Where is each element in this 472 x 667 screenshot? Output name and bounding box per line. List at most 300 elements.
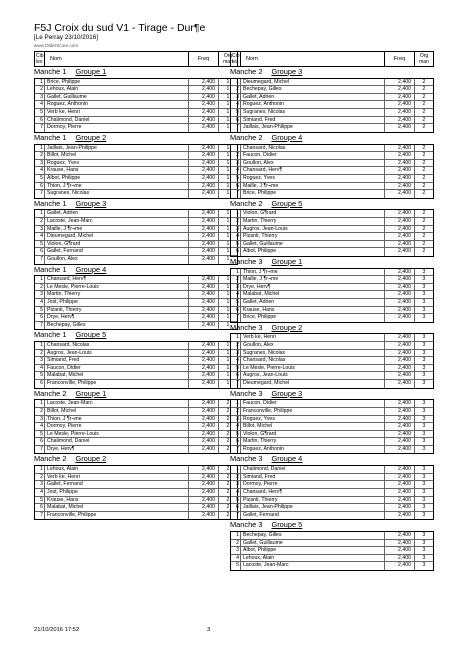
- group-table: [34, 144, 238, 199]
- manche-label: Manche 3: [230, 520, 263, 530]
- row-number: 5: [35, 175, 45, 182]
- manche-number: 2: [422, 182, 426, 189]
- row-number: 1: [231, 334, 241, 341]
- table-row: [231, 109, 433, 117]
- groupe-label: Groupe 2: [75, 132, 107, 142]
- manche-heading: [230, 199, 434, 210]
- manche-heading: [230, 520, 434, 531]
- row-number: 5: [231, 109, 241, 116]
- manche-number: 2: [422, 225, 426, 232]
- pilot-name: Verb ke, Henri: [241, 334, 385, 341]
- pilot-name: Augros, Jean-Louis: [241, 226, 385, 233]
- pilot-name: Krause, Hans: [45, 497, 189, 504]
- manche-number: 1: [226, 210, 230, 217]
- header-num: Cib les: [232, 53, 240, 65]
- pilot-name: Le Mesle, Pierre-Louis: [45, 431, 189, 438]
- pilot-name: Gallet, Adrien: [45, 210, 189, 217]
- row-number: 3: [231, 547, 241, 554]
- frequency: 2,400: [385, 86, 415, 93]
- table-row: [35, 504, 237, 512]
- pilot-name: Lehoux, Alain: [45, 86, 189, 93]
- row-number: 5: [231, 241, 241, 248]
- pilot-name: Drye, Herv¶: [241, 284, 385, 291]
- table-row: [35, 226, 237, 234]
- manche-label: Manche 3: [230, 322, 263, 332]
- group-table: [34, 341, 238, 389]
- pilot-name: Jaillais, Jean-Philippe: [45, 145, 189, 152]
- row-number: 2: [231, 152, 241, 159]
- frequency: 2,400: [385, 79, 415, 86]
- manche-number: 1: [226, 248, 230, 255]
- groupe-label: Groupe 3: [75, 198, 107, 208]
- pilot-name: Dieumegard, Michel: [241, 79, 385, 86]
- manche-heading: [34, 199, 238, 210]
- manche-label: Manche 3: [230, 454, 263, 464]
- manche-heading: [34, 133, 238, 144]
- table-row: [231, 423, 433, 431]
- manche-heading: [34, 454, 238, 465]
- header-freq: Freq: [385, 52, 415, 66]
- row-number: 1: [231, 210, 241, 217]
- row-number: 6: [35, 117, 45, 124]
- frequency: 2,400: [189, 226, 219, 233]
- pilot-name: Sugranes, Nicolas: [45, 190, 189, 198]
- table-row: [231, 365, 433, 373]
- frequency: 2,400: [189, 400, 219, 407]
- row-number: 5: [35, 372, 45, 379]
- table-row: [35, 175, 237, 183]
- manche-number: 3: [422, 430, 426, 437]
- row-number: 2: [35, 350, 45, 357]
- pilot-name: Pizanti, Thierry: [241, 233, 385, 240]
- pilot-name: Chalimond, Daniel: [45, 117, 189, 124]
- frequency: 2,400: [385, 241, 415, 248]
- manche-number: 1: [226, 109, 230, 116]
- table-row: [231, 342, 433, 350]
- table-row: [35, 408, 237, 416]
- frequency: 2,400: [385, 175, 415, 182]
- row-number: 1: [231, 145, 241, 152]
- table-row: [231, 276, 433, 284]
- table-row: [231, 299, 433, 307]
- manche-number: 3: [422, 562, 426, 569]
- pilot-name: Chalimond, Daniel: [241, 466, 385, 473]
- manche-number: 3: [422, 481, 426, 488]
- manche-number: 2: [226, 415, 230, 422]
- manche-label: Manche 1: [34, 264, 67, 274]
- frequency: 2,400: [385, 423, 415, 430]
- table-row: [35, 446, 237, 454]
- frequency: 2,400: [189, 109, 219, 116]
- pilot-name: Malabat, Michel: [45, 372, 189, 379]
- pilot-name: Martin, Thierry: [45, 291, 189, 298]
- manche-number: 3: [422, 268, 426, 275]
- row-number: 1: [35, 276, 45, 283]
- table-row: [35, 86, 237, 94]
- manche-number: 3: [422, 283, 426, 290]
- frequency: 2,400: [385, 380, 415, 388]
- manche-number: 2: [422, 152, 426, 159]
- table-row: [35, 481, 237, 489]
- row-number: 1: [231, 400, 241, 407]
- row-number: 4: [35, 489, 45, 496]
- group-table: [34, 465, 238, 520]
- manche-number: 2: [226, 504, 230, 511]
- frequency: 2,400: [189, 248, 219, 255]
- manche-number: 3: [422, 334, 426, 341]
- row-number: 3: [231, 284, 241, 291]
- right-column: [230, 51, 434, 571]
- table-row: [35, 322, 237, 330]
- table-row: [35, 117, 237, 125]
- manche-number: 2: [226, 481, 230, 488]
- row-number: 5: [35, 307, 45, 314]
- frequency: 2,400: [189, 446, 219, 454]
- manche-label: Manche 2: [230, 67, 263, 76]
- manche-number: 1: [226, 144, 230, 151]
- table-row: [231, 547, 433, 555]
- groupe-label: Groupe 2: [75, 454, 107, 464]
- frequency: 2,400: [385, 94, 415, 101]
- groupe-label: Groupe 4: [271, 454, 303, 464]
- row-number: 7: [35, 256, 45, 264]
- table-row: [231, 357, 433, 365]
- row-number: 2: [231, 540, 241, 547]
- frequency: 2,400: [189, 291, 219, 298]
- row-number: 2: [35, 284, 45, 291]
- column-header: [230, 51, 434, 67]
- frequency: 2,400: [385, 299, 415, 306]
- table-row: [231, 233, 433, 241]
- manche-number: 1: [226, 240, 230, 247]
- row-number: 5: [35, 497, 45, 504]
- manche-number: 1: [226, 291, 230, 298]
- manche-number: 3: [422, 496, 426, 503]
- manche-number: 1: [226, 380, 230, 387]
- manche-number: 2: [422, 144, 426, 151]
- pilot-name: Thion, J ¶r¬me: [241, 269, 385, 276]
- frequency: 2,400: [189, 124, 219, 132]
- frequency: 2,400: [385, 481, 415, 488]
- manche-number: 3: [422, 357, 426, 364]
- table-row: [35, 342, 237, 350]
- pilot-name: Maille, J ¶r¬me: [45, 226, 189, 233]
- table-row: [35, 256, 237, 264]
- manche-number: 2: [422, 167, 426, 174]
- pilot-name: Roguez, Anthonin: [241, 101, 385, 108]
- table-row: [231, 489, 433, 497]
- manche-number: 3: [422, 372, 426, 379]
- manche-number: 1: [226, 299, 230, 305]
- pilot-name: Faucon, Didier: [45, 365, 189, 372]
- manche-number: 2: [226, 488, 230, 495]
- row-number: 6: [35, 183, 45, 190]
- table-row: [231, 504, 433, 512]
- row-number: 7: [35, 446, 45, 454]
- manche-heading: [34, 265, 238, 276]
- table-row: [35, 276, 237, 284]
- frequency: 2,400: [385, 101, 415, 108]
- frequency: 2,400: [189, 218, 219, 225]
- manche-number: 1: [226, 314, 230, 321]
- table-row: [35, 291, 237, 299]
- manche-heading: [34, 67, 238, 78]
- manche-number: 3: [422, 380, 426, 387]
- row-number: 6: [35, 380, 45, 388]
- frequency: 2,400: [385, 555, 415, 562]
- manche-number: 3: [422, 488, 426, 495]
- manche-number: 2: [422, 116, 426, 123]
- page-number: 3: [207, 627, 211, 633]
- header-name: Nom: [45, 52, 189, 66]
- manche-number: 3: [422, 511, 426, 518]
- manche-heading: [230, 389, 434, 400]
- row-number: 3: [35, 291, 45, 298]
- table-row: [35, 160, 237, 168]
- table-row: [231, 540, 433, 548]
- pilot-name: Pizanti, Thierry: [45, 307, 189, 314]
- frequency: 2,400: [189, 380, 219, 388]
- manche-number: 3: [422, 423, 426, 430]
- row-number: 3: [35, 357, 45, 364]
- manche-number: 3: [422, 342, 426, 349]
- table-row: [35, 241, 237, 249]
- manche-number: 2: [422, 124, 426, 131]
- row-number: 5: [231, 299, 241, 306]
- manche-number: 1: [226, 357, 230, 364]
- pilot-name: Chansard, Herv¶: [241, 167, 385, 174]
- frequency: 2,400: [189, 431, 219, 438]
- pilot-name: Franconville, Philippe: [45, 380, 189, 388]
- table-row: [231, 307, 433, 315]
- table-row: [231, 438, 433, 446]
- manche-number: 2: [422, 190, 426, 197]
- pilot-name: Bechepay, Gilles: [241, 532, 385, 539]
- table-row: [231, 175, 433, 183]
- manche-number: 1: [226, 255, 230, 262]
- row-number: 1: [231, 466, 241, 473]
- pilot-name: Violon, G¶rard: [241, 431, 385, 438]
- manche-number: 1: [226, 283, 230, 290]
- frequency: 2,400: [189, 241, 219, 248]
- row-number: 1: [231, 79, 241, 86]
- table-row: [231, 117, 433, 125]
- row-number: 5: [231, 365, 241, 372]
- pilot-name: Drye, Herv¶: [45, 314, 189, 321]
- table-row: [35, 190, 237, 198]
- row-number: 5: [231, 562, 241, 570]
- manche-number: 3: [422, 306, 426, 313]
- document-subtitle: [Le Perray 23/10/2016]: [34, 34, 99, 41]
- pilot-name: Chalimond, Daniel: [45, 438, 189, 445]
- row-number: 6: [35, 248, 45, 255]
- group-table: [230, 333, 434, 388]
- frequency: 2,400: [385, 248, 415, 256]
- row-number: 3: [231, 416, 241, 423]
- table-row: [35, 380, 237, 388]
- pilot-name: Thion, J ¶r¬me: [45, 183, 189, 190]
- header-org: Org man: [223, 53, 233, 65]
- frequency: 2,400: [189, 94, 219, 101]
- row-number: 6: [231, 372, 241, 379]
- frequency: 2,400: [385, 307, 415, 314]
- pilot-name: Billot, Michel: [241, 423, 385, 430]
- pilot-name: Maille, J ¶r¬me: [241, 276, 385, 283]
- row-number: 5: [231, 497, 241, 504]
- manche-number: 1: [226, 124, 230, 131]
- table-row: [35, 372, 237, 380]
- row-number: 4: [231, 555, 241, 562]
- pilot-name: Roguez, Anthonin: [241, 446, 385, 454]
- pilot-name: Chansard, Nicolas: [241, 357, 385, 364]
- row-number: 3: [231, 94, 241, 101]
- row-number: 4: [231, 489, 241, 496]
- pilot-name: Verb ke, Henri: [45, 109, 189, 116]
- row-number: 4: [35, 233, 45, 240]
- frequency: 2,400: [385, 466, 415, 473]
- pilot-name: Thion, J ¶r¬me: [45, 416, 189, 423]
- table-row: [231, 474, 433, 482]
- row-number: 4: [231, 357, 241, 364]
- table-row: [231, 79, 433, 87]
- frequency: 2,400: [189, 322, 219, 330]
- manche-number: 2: [422, 78, 426, 85]
- pilot-name: Franconville, Philippe: [45, 512, 189, 520]
- pilot-name: Chansard, Herv¶: [45, 276, 189, 283]
- groupe-label: Groupe 3: [271, 67, 303, 76]
- pilot-name: Sugranes, Nicolas: [241, 350, 385, 357]
- manche-number: 2: [226, 466, 230, 473]
- manche-number: 2: [226, 430, 230, 437]
- row-number: 1: [231, 269, 241, 276]
- row-number: 1: [35, 466, 45, 473]
- pilot-name: Gallet, Fernand: [45, 481, 189, 488]
- row-number: 5: [231, 175, 241, 182]
- pilot-name: Dormoy, Pierre: [45, 124, 189, 132]
- frequency: 2,400: [189, 299, 219, 306]
- frequency: 2,400: [385, 512, 415, 520]
- row-number: 3: [35, 226, 45, 233]
- table-row: [35, 357, 237, 365]
- group-table: [34, 275, 238, 330]
- table-row: [231, 86, 433, 94]
- manche-number: 2: [226, 445, 230, 452]
- row-number: 6: [231, 183, 241, 190]
- frequency: 2,400: [385, 334, 415, 341]
- manche-number: 1: [226, 306, 230, 313]
- pilot-name: Sugranes, Nicolas: [241, 109, 385, 116]
- row-number: 2: [231, 218, 241, 225]
- table-row: [35, 183, 237, 191]
- manche-number: 2: [226, 423, 230, 430]
- frequency: 2,400: [385, 284, 415, 291]
- pilot-name: Albot, Philippe: [241, 547, 385, 554]
- document-title: F5J Croix du sud V1 - Tirage - Dur¶e: [34, 22, 206, 34]
- table-row: [35, 512, 237, 520]
- table-row: [231, 183, 433, 191]
- pilot-name: Goullon, Alex: [45, 256, 189, 264]
- pilot-name: Lacoste, Jean-Marc: [45, 400, 189, 407]
- manche-number: 3: [422, 415, 426, 422]
- frequency: 2,400: [189, 167, 219, 174]
- frequency: 2,400: [385, 167, 415, 174]
- table-row: [35, 314, 237, 322]
- frequency: 2,400: [385, 269, 415, 276]
- table-row: [231, 160, 433, 168]
- table-row: [231, 334, 433, 342]
- table-row: [231, 481, 433, 489]
- pilot-name: Goullon, Alex: [241, 342, 385, 349]
- manche-number: 3: [422, 407, 426, 414]
- pilot-name: Gallet, Adrien: [241, 94, 385, 101]
- frequency: 2,400: [189, 117, 219, 124]
- row-number: 3: [35, 416, 45, 423]
- pilot-name: Goullon, Alex: [241, 160, 385, 167]
- frequency: 2,400: [189, 314, 219, 321]
- pilot-name: Augros, Jean-Louis: [45, 350, 189, 357]
- group-table: [230, 209, 434, 257]
- right-blocks: [230, 67, 434, 571]
- manche-number: 1: [226, 225, 230, 232]
- group-table: [230, 465, 434, 520]
- table-row: [231, 226, 433, 234]
- manche-number: 2: [422, 109, 426, 116]
- frequency: 2,400: [189, 86, 219, 93]
- frequency: 2,400: [189, 101, 219, 108]
- frequency: 2,400: [189, 284, 219, 291]
- row-number: 7: [35, 124, 45, 132]
- table-row: [35, 497, 237, 505]
- manche-heading: [34, 389, 238, 400]
- frequency: 2,400: [385, 210, 415, 217]
- pilot-name: Roguez, Yves: [241, 175, 385, 182]
- pilot-name: Faucon, Didier: [241, 400, 385, 407]
- manche-number: 3: [422, 438, 426, 445]
- groupe-label: Groupe 2: [271, 322, 303, 332]
- table-row: [231, 466, 433, 474]
- row-number: 3: [35, 481, 45, 488]
- manche-label: Manche 2: [230, 198, 263, 208]
- row-number: 4: [231, 291, 241, 298]
- frequency: 2,400: [189, 79, 219, 86]
- manche-heading: [230, 67, 434, 78]
- manche-number: 2: [422, 248, 426, 255]
- row-number: 1: [35, 145, 45, 152]
- row-number: 7: [231, 446, 241, 454]
- table-row: [231, 218, 433, 226]
- table-row: [35, 248, 237, 256]
- pilot-name: Roguez, Yves: [45, 160, 189, 167]
- manche-number: 2: [422, 210, 426, 217]
- row-number: 4: [231, 101, 241, 108]
- row-number: 3: [231, 350, 241, 357]
- frequency: 2,400: [385, 408, 415, 415]
- frequency: 2,400: [385, 190, 415, 198]
- row-number: 5: [35, 109, 45, 116]
- pilot-name: Roguez, Yves: [241, 416, 385, 423]
- pilot-name: Lacoste, Jean-Marc: [241, 562, 385, 570]
- pilot-name: Krause, Hans: [45, 167, 189, 174]
- manche-number: 2: [422, 240, 426, 247]
- frequency: 2,400: [385, 562, 415, 570]
- frequency: 2,400: [189, 152, 219, 159]
- pilot-name: Gallet, Fernand: [241, 512, 385, 520]
- manche-number: 2: [422, 101, 426, 108]
- row-number: 7: [231, 314, 241, 322]
- row-number: 3: [231, 226, 241, 233]
- manche-number: 2: [422, 233, 426, 240]
- frequency: 2,400: [385, 372, 415, 379]
